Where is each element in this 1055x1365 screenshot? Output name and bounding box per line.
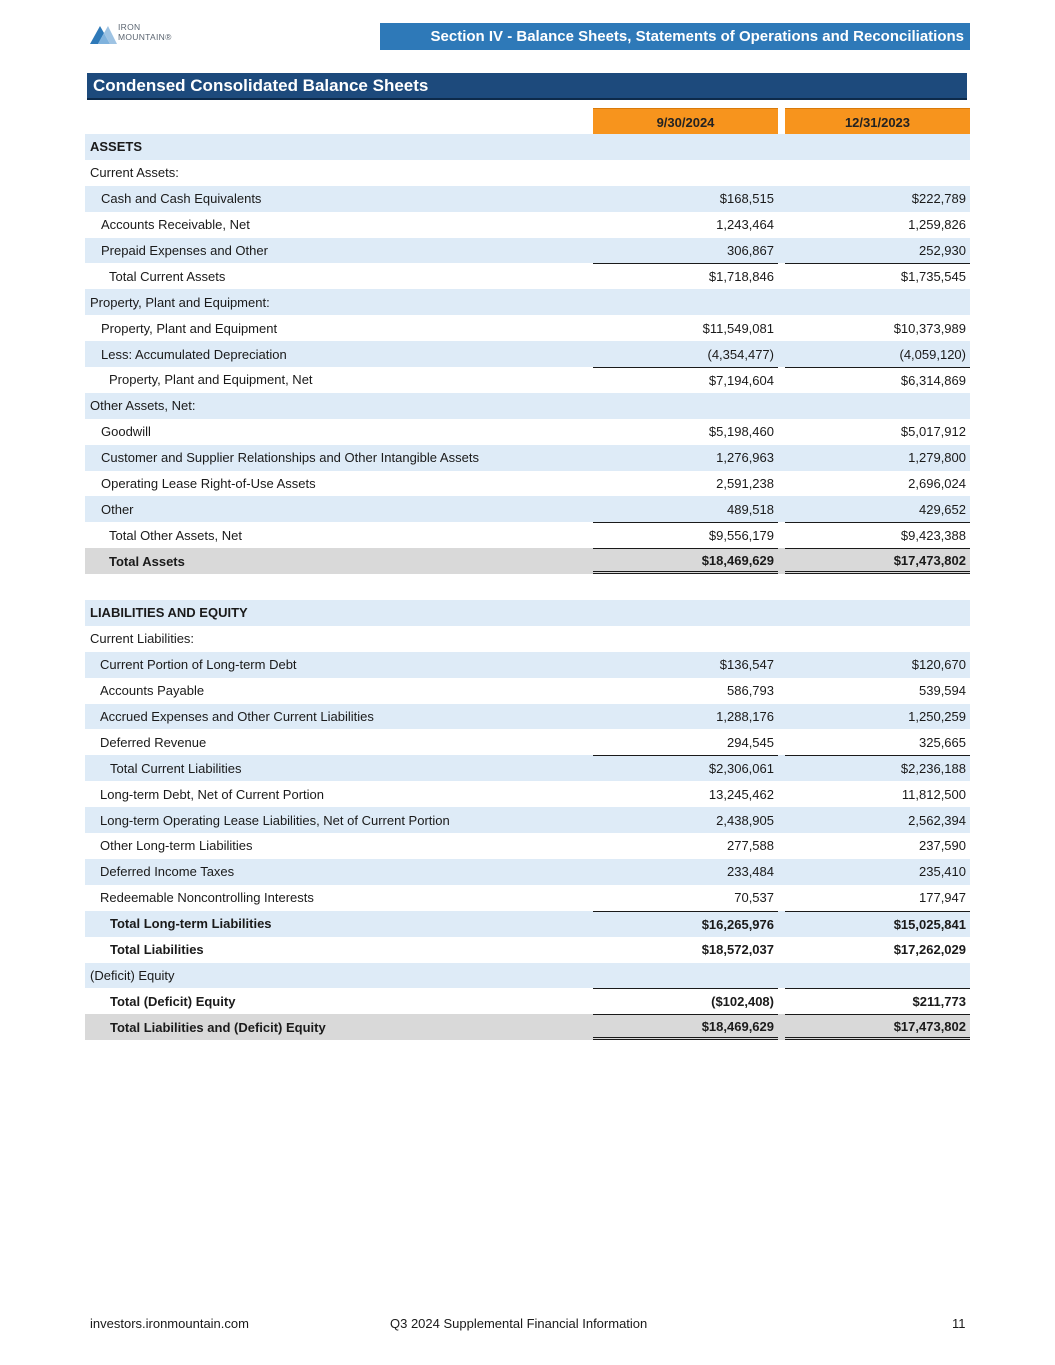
value-2023: 1,259,826 <box>908 217 966 233</box>
value-2023: $17,262,029 <box>893 942 966 958</box>
row-label: Customer and Supplier Relationships and Other Intangible Assets <box>101 450 479 466</box>
table-row <box>85 315 970 341</box>
table-row <box>85 1014 970 1040</box>
value-2024: $168,515 <box>719 191 774 207</box>
value-2024: 2,591,238 <box>716 476 774 492</box>
table-row <box>85 522 970 548</box>
row-label: Accounts Payable <box>100 683 205 699</box>
value-2023: 1,250,259 <box>908 709 966 725</box>
value-2023 <box>785 134 970 160</box>
table-row <box>85 937 970 963</box>
value-2024: $18,469,629 <box>593 1014 778 1040</box>
row-label: Long-term Debt, Net of Current Portion <box>100 786 324 802</box>
table-row <box>85 885 970 911</box>
table-row <box>85 212 970 238</box>
table-row <box>85 393 970 419</box>
row-label: Long-term Operating Lease Liabilities, Net of Current Portion <box>100 812 450 828</box>
value-2023: 2,562,394 <box>908 812 966 828</box>
row-label: Other <box>101 501 134 517</box>
row-label: Current Portion of Long-term Debt <box>100 657 297 673</box>
table-row <box>85 600 970 626</box>
value-2024: $5,198,460 <box>708 424 774 440</box>
row-label: Total Assets <box>109 553 185 569</box>
value-2024: ($102,408) <box>593 988 778 1014</box>
table-row <box>85 729 970 755</box>
balance-sheet-table <box>85 134 970 1040</box>
footer-doc-title: Q3 2024 Supplemental Financial Information <box>390 1316 648 1331</box>
value-2024 <box>593 626 778 652</box>
row-label: Total Current Liabilities <box>110 760 242 776</box>
table-row <box>85 160 970 186</box>
logo-line-1: IRON <box>118 22 141 32</box>
value-2023: 2,696,024 <box>908 476 966 492</box>
value-2024 <box>593 160 778 186</box>
section-spacer <box>85 574 970 600</box>
row-label: Redeemable Noncontrolling Interests <box>100 890 314 906</box>
value-2024: $136,547 <box>719 657 774 673</box>
row-label: Deferred Revenue <box>100 734 207 750</box>
row-label: LIABILITIES AND EQUITY <box>90 605 248 621</box>
table-row <box>85 704 970 730</box>
table-row <box>85 186 970 212</box>
value-2024: $2,306,061 <box>593 755 778 781</box>
assets-section <box>85 134 970 574</box>
value-2024: $18,469,629 <box>593 548 778 574</box>
value-2024 <box>593 289 778 315</box>
row-label: Current Assets: <box>90 165 179 181</box>
value-2024: $11,549,081 <box>702 320 774 336</box>
table-row <box>85 807 970 833</box>
table-row <box>85 471 970 497</box>
value-2024: 489,518 <box>727 501 774 517</box>
column-header-2023: 12/31/2023 <box>785 108 970 135</box>
value-2023 <box>785 393 970 419</box>
row-label: Cash and Cash Equivalents <box>101 191 262 207</box>
row-label: Operating Lease Right-of-Use Assets <box>101 476 316 492</box>
row-label: Total Other Assets, Net <box>109 527 242 543</box>
table-row <box>85 859 970 885</box>
row-label: Less: Accumulated Depreciation <box>101 346 287 362</box>
value-2023: $222,789 <box>911 191 966 207</box>
value-2023: 429,652 <box>919 501 966 517</box>
value-2023: $5,017,912 <box>900 424 966 440</box>
value-2023: 539,594 <box>919 683 966 699</box>
row-label: Total Current Assets <box>109 268 226 284</box>
table-row <box>85 988 970 1014</box>
value-2024: $9,556,179 <box>593 522 778 548</box>
column-header-2024: 9/30/2024 <box>593 108 778 135</box>
value-2024: 294,545 <box>727 734 774 750</box>
table-row <box>85 652 970 678</box>
logo-text <box>118 22 172 42</box>
value-2023: $2,236,188 <box>785 755 970 781</box>
value-2023: 1,279,800 <box>908 450 966 466</box>
table-row <box>85 626 970 652</box>
table-row <box>85 263 970 289</box>
value-2023: 177,947 <box>919 890 966 906</box>
table-row <box>85 445 970 471</box>
row-label: Property, Plant and Equipment, Net <box>109 372 313 388</box>
value-2023: $1,735,545 <box>785 263 970 289</box>
value-2024: 277,588 <box>727 838 774 854</box>
value-2023: $9,423,388 <box>785 522 970 548</box>
row-label: Prepaid Expenses and Other <box>101 243 268 258</box>
row-label: (Deficit) Equity <box>90 967 175 983</box>
table-row <box>85 781 970 807</box>
value-2023 <box>785 289 970 315</box>
row-label: Accrued Expenses and Other Current Liabilities <box>100 709 374 725</box>
value-2023: $211,773 <box>785 988 970 1014</box>
table-row <box>85 755 970 781</box>
value-2024 <box>593 134 778 160</box>
table-row <box>85 911 970 937</box>
row-label: Other Long-term Liabilities <box>100 838 253 854</box>
table-row <box>85 548 970 574</box>
row-label: Total Liabilities <box>110 942 204 958</box>
value-2023: 252,930 <box>919 243 966 258</box>
value-2023: $17,473,802 <box>785 1014 970 1040</box>
logo-line-2: MOUNTAIN® <box>118 32 172 42</box>
value-2024 <box>593 963 778 989</box>
value-2024: $7,194,604 <box>593 367 778 393</box>
row-label: Property, Plant and Equipment: <box>90 294 270 310</box>
row-label: Accounts Receivable, Net <box>101 217 250 233</box>
row-label: Current Liabilities: <box>90 631 195 647</box>
footer-website: investors.ironmountain.com <box>90 1316 249 1331</box>
value-2024: 2,438,905 <box>716 812 774 828</box>
value-2024 <box>593 600 778 626</box>
table-row <box>85 833 970 859</box>
value-2024: 1,243,464 <box>716 217 774 233</box>
value-2023: $17,473,802 <box>785 548 970 574</box>
footer-page-number: 11 <box>952 1316 966 1331</box>
row-label: Other Assets, Net: <box>90 398 196 414</box>
value-2023: (4,059,120) <box>899 346 966 362</box>
value-2023: 325,665 <box>919 734 966 750</box>
table-row <box>85 289 970 315</box>
value-2023: $6,314,869 <box>785 367 970 393</box>
row-label: Goodwill <box>101 424 151 440</box>
table-row <box>85 134 970 160</box>
value-2024 <box>593 393 778 419</box>
value-2024: 586,793 <box>727 683 774 699</box>
value-2024: 306,867 <box>727 243 774 258</box>
table-row <box>85 678 970 704</box>
value-2023 <box>785 160 970 186</box>
value-2024: $16,265,976 <box>593 911 778 937</box>
value-2024: 13,245,462 <box>708 786 774 802</box>
value-2024: 70,537 <box>734 890 774 906</box>
row-label: Total (Deficit) Equity <box>110 993 236 1009</box>
table-row <box>85 238 970 264</box>
liabilities-section <box>85 600 970 1040</box>
value-2024: $18,572,037 <box>701 942 774 958</box>
table-row <box>85 419 970 445</box>
value-2023: $15,025,841 <box>785 911 970 937</box>
table-row <box>85 963 970 989</box>
value-2024: 1,276,963 <box>716 450 774 466</box>
row-label: Total Liabilities and (Deficit) Equity <box>110 1019 326 1035</box>
section-banner: Section IV - Balance Sheets, Statements of Operations and Reconciliations <box>380 23 970 50</box>
value-2023: $10,373,989 <box>893 320 966 336</box>
table-row <box>85 496 970 522</box>
value-2024: $1,718,846 <box>593 263 778 289</box>
value-2024: 233,484 <box>727 864 774 880</box>
value-2023 <box>785 600 970 626</box>
value-2023: $120,670 <box>911 657 966 673</box>
value-2024: 1,288,176 <box>716 709 774 725</box>
row-label: Property, Plant and Equipment <box>101 320 278 336</box>
row-label: Deferred Income Taxes <box>100 864 235 880</box>
value-2023 <box>785 626 970 652</box>
value-2023 <box>785 963 970 989</box>
row-label: Total Long-term Liabilities <box>110 916 272 932</box>
page-title: Condensed Consolidated Balance Sheets <box>87 73 967 100</box>
table-row <box>85 367 970 393</box>
table-row <box>85 341 970 367</box>
value-2024: (4,354,477) <box>707 346 774 362</box>
value-2023: 235,410 <box>919 864 966 880</box>
row-label: ASSETS <box>90 139 143 155</box>
value-2023: 237,590 <box>919 838 966 854</box>
value-2023: 11,812,500 <box>901 786 966 802</box>
